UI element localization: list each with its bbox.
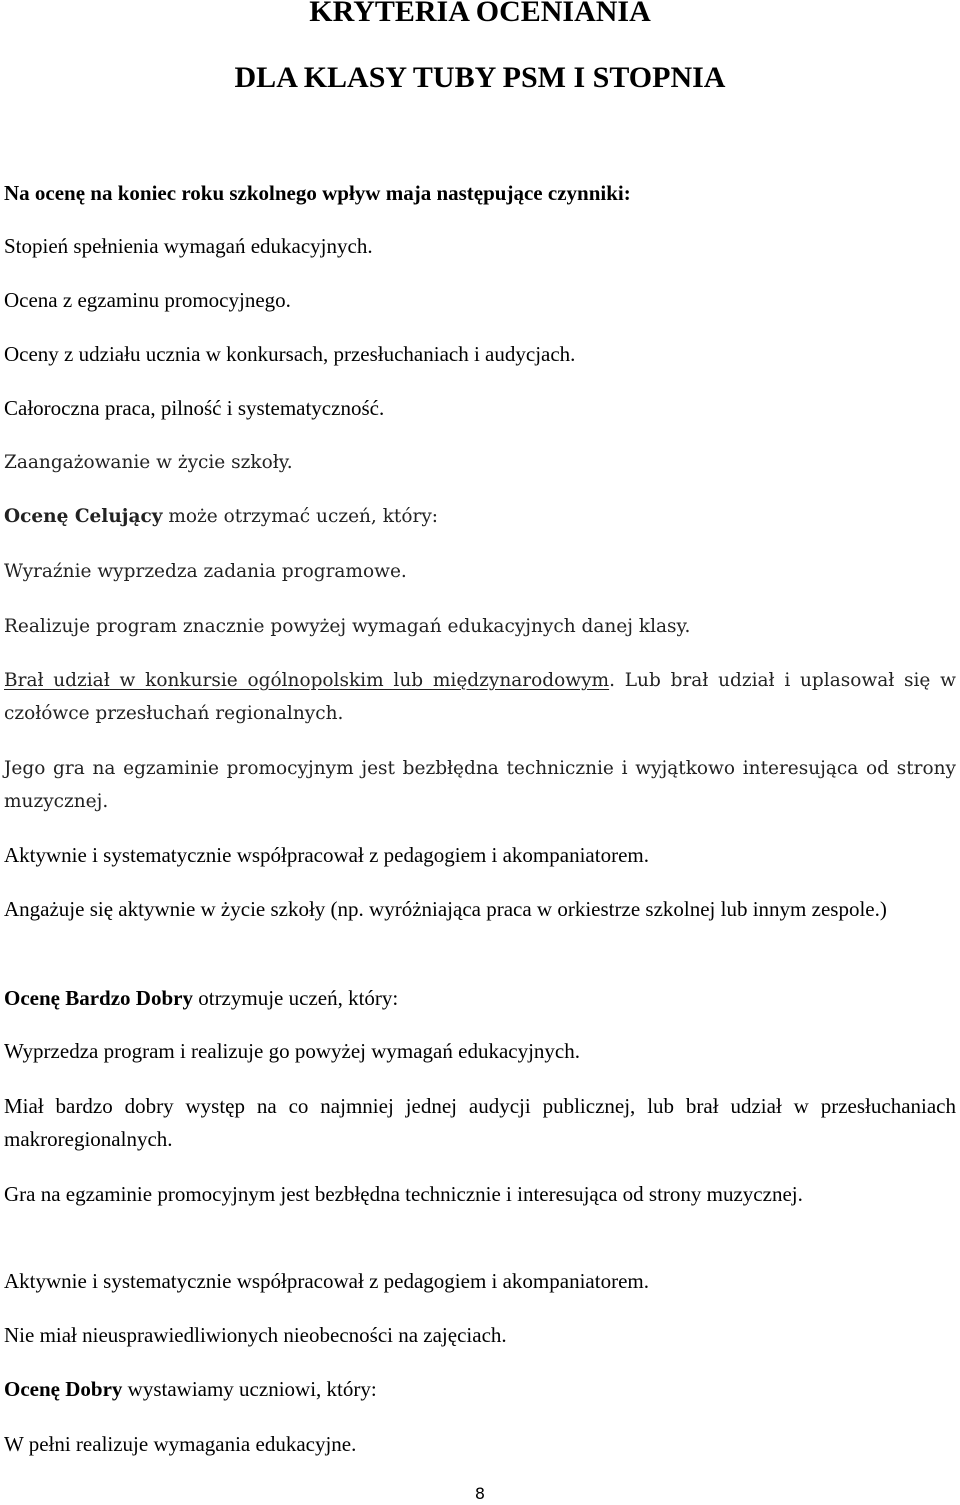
page-number: 8 bbox=[474, 1484, 486, 1503]
intro-item: Zaangażowanie w życie szkoły. bbox=[4, 452, 293, 473]
document-title: KRYTERIA OCENIANIA bbox=[309, 0, 651, 28]
intro-heading: Na ocenę na koniec roku szkolnego wpływ maja następujące czynniki: bbox=[4, 181, 631, 205]
celujacy-item: Realizuje program znacznie powyżej wymagań edukacyjnych danej klasy. bbox=[4, 616, 691, 637]
intro-item: Ocena z egzaminu promocyjnego. bbox=[4, 288, 291, 312]
bardzo-dobry-item: Gra na egzaminie promocyjnym jest bezbłędna technicznie i interesująca od strony muzycznej. bbox=[4, 1182, 803, 1206]
celujacy-item: Angażuje się aktywnie w życie szkoły (np. wyróżniająca praca w orkiestrze szkolnej lub innym zespole.) bbox=[4, 897, 887, 921]
bardzo-dobry-item: Wyprzedza program i realizuje go powyżej wymagań edukacyjnych. bbox=[4, 1039, 580, 1063]
celujacy-item: Aktywnie i systematycznie współpracował z pedagogiem i akompaniatorem. bbox=[4, 843, 649, 867]
contest-underlined: Brał udział w konkursie ogólnopolskim lub międzynarodowym bbox=[4, 670, 610, 691]
grade-celujacy: Celujący bbox=[74, 506, 163, 527]
grade-dobry: Dobry bbox=[65, 1377, 123, 1401]
celujacy-item: Wyraźnie wyprzedza zadania programowe. bbox=[4, 561, 407, 582]
celujacy-contest: Brał udział w konkursie ogólnopolskim lub międzynarodowym. Lub brał udział i uplasował się w czołówce przesłuchań regionalnych. bbox=[4, 670, 956, 724]
grade-bardzo-dobry: Bardzo Dobry bbox=[65, 986, 193, 1010]
celujacy-heading: Ocenę Celujący może otrzymać uczeń, który: bbox=[4, 506, 439, 527]
dobry-heading: Ocenę Dobry wystawiamy uczniowi, który: bbox=[4, 1377, 377, 1401]
bardzo-dobry-item: Nie miał nieusprawiedliwionych nieobecności na zajęciach. bbox=[4, 1323, 507, 1347]
intro-item: Stopień spełnienia wymagań edukacyjnych. bbox=[4, 234, 373, 258]
document-subtitle: DLA KLASY TUBY PSM I STOPNIA bbox=[234, 61, 726, 94]
dobry-item: W pełni realizuje wymagania edukacyjne. bbox=[4, 1432, 357, 1456]
celujacy-item: Jego gra na egzaminie promocyjnym jest bezbłędna technicznie i wyjątkowo interesująca od strony muzycznej. bbox=[4, 758, 956, 812]
bardzo-dobry-heading: Ocenę Bardzo Dobry otrzymuje uczeń, który: bbox=[4, 986, 399, 1010]
intro-item: Oceny z udziału ucznia w konkursach, przesłuchaniach i audycjach. bbox=[4, 342, 576, 366]
bardzo-dobry-item: Miał bardzo dobry występ na co najmniej jednej audycji publicznej, lub brał udział w przesłuchaniach makroregionalnych. bbox=[4, 1094, 956, 1151]
bardzo-dobry-item: Aktywnie i systematycznie współpracował z pedagogiem i akompaniatorem. bbox=[4, 1269, 649, 1293]
intro-item: Całoroczna praca, pilność i systematyczność. bbox=[4, 396, 385, 420]
